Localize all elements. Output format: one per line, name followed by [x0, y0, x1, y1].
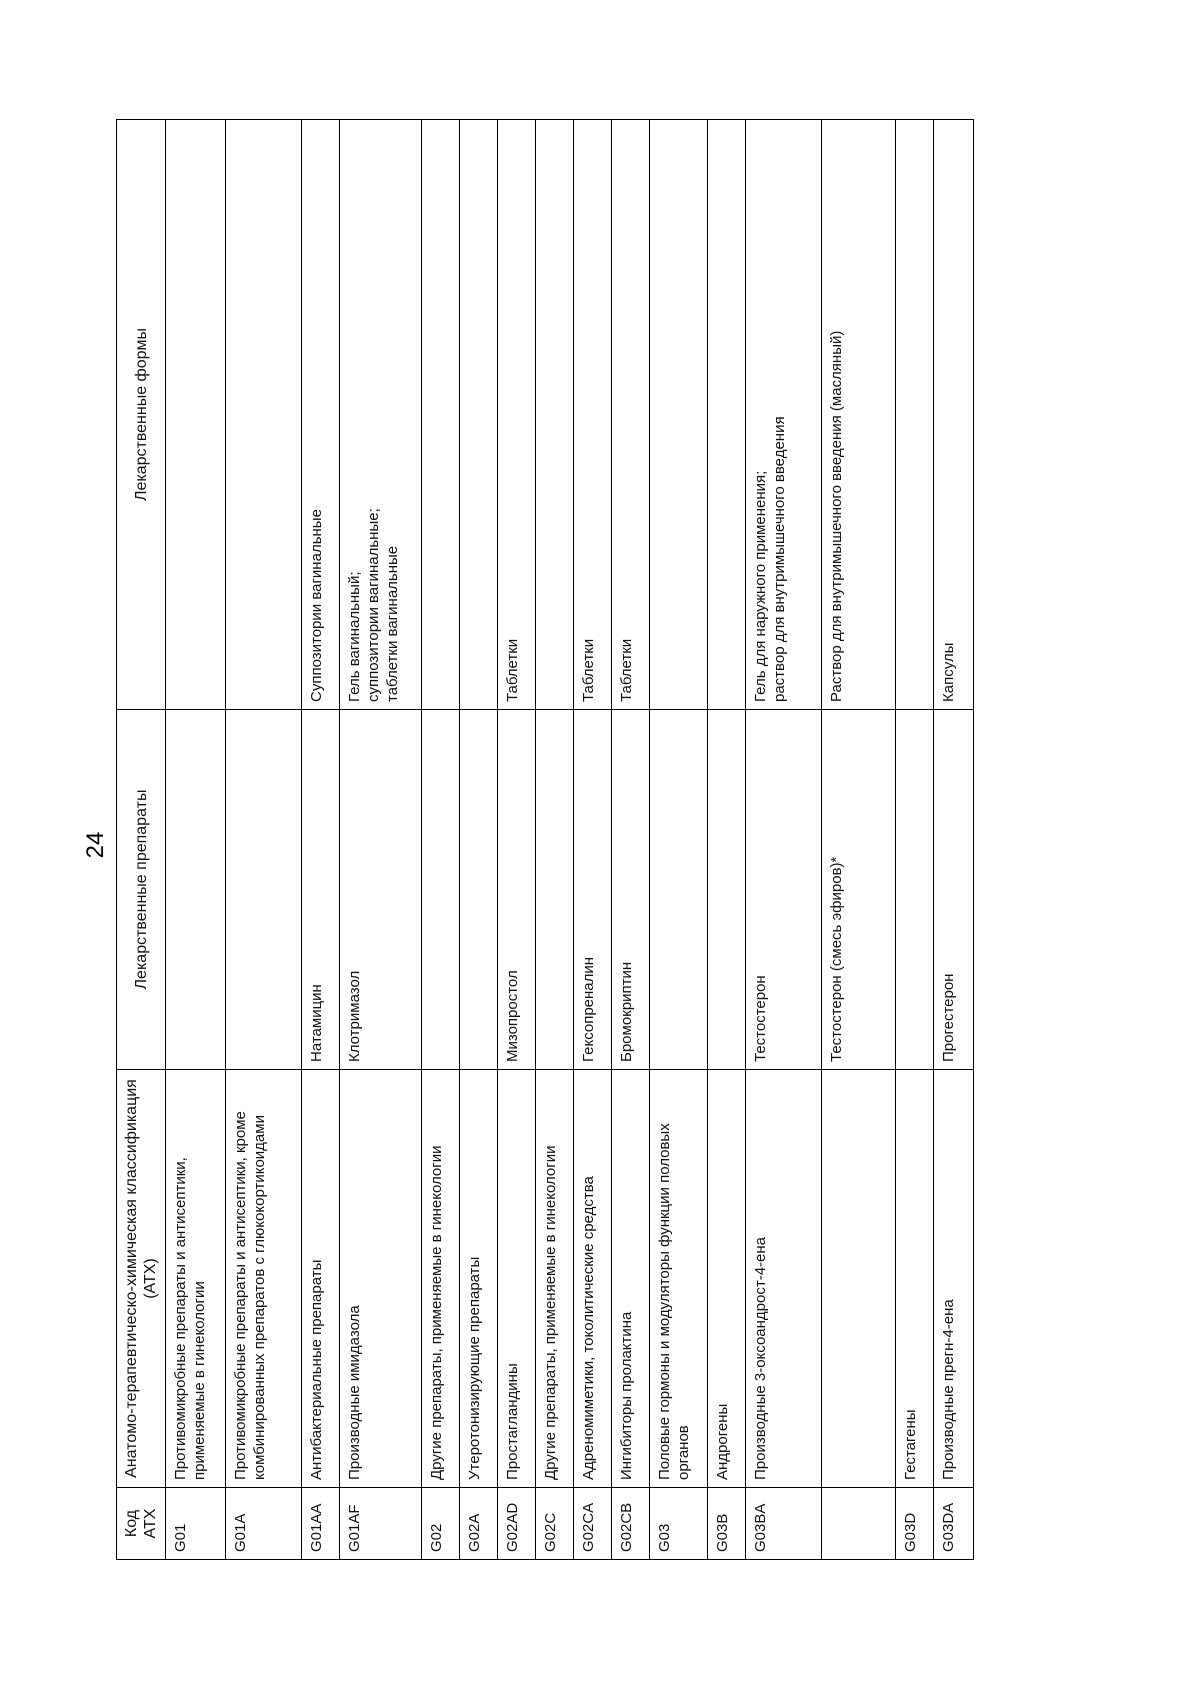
row-classification: Простагландины: [498, 1070, 536, 1488]
row-code: G01A: [226, 1488, 302, 1560]
table-row: [574, 120, 612, 1560]
row-classification: Другие препараты, применяемые в гинекологии: [536, 1070, 574, 1488]
row-code: G02C: [536, 1488, 574, 1560]
row-drug: [896, 710, 934, 1070]
table-row: [822, 120, 896, 1560]
form-line: Таблетки: [580, 638, 597, 702]
table-row: [536, 120, 574, 1560]
row-code: G03DA: [934, 1488, 974, 1560]
rotated-table-container: [116, 120, 1046, 1560]
row-classification: Производные 3-оксоандрост-4-ена: [746, 1070, 822, 1488]
form-line: Суппозитории вагинальные: [308, 509, 325, 702]
row-forms: [498, 120, 536, 710]
row-code: G02: [422, 1488, 460, 1560]
form-line: Гель для наружного применения;: [752, 470, 769, 702]
row-forms: [708, 120, 746, 710]
row-code: G02A: [460, 1488, 498, 1560]
table-row: [460, 120, 498, 1560]
row-drug: Бромокриптин: [612, 710, 650, 1070]
form-line: Таблетки: [618, 638, 635, 702]
row-classification: Половые гормоны и модуляторы функции половых органов: [650, 1070, 708, 1488]
row-drug: [226, 710, 302, 1070]
header-code: Код АТХ: [117, 1488, 166, 1560]
row-drug: Клотримазол: [340, 710, 422, 1070]
row-forms: [166, 120, 226, 710]
row-forms: [934, 120, 974, 710]
row-classification: Другие препараты, применяемые в гинекологии: [422, 1070, 460, 1488]
row-code: G01AA: [302, 1488, 340, 1560]
header-drugs: Лекарственные препараты: [117, 710, 166, 1070]
row-classification: Утеротонизирующие препараты: [460, 1070, 498, 1488]
row-drug: [166, 710, 226, 1070]
row-code: G01: [166, 1488, 226, 1560]
table-row: [934, 120, 974, 1560]
table-row: [612, 120, 650, 1560]
row-classification: Производные имидазола: [340, 1070, 422, 1488]
table-row: [166, 120, 226, 1560]
row-forms: [302, 120, 340, 710]
row-forms: [896, 120, 934, 710]
row-drug: [650, 710, 708, 1070]
header-forms: Лекарственные формы: [117, 120, 166, 710]
table-row: [226, 120, 302, 1560]
row-drug: Гексопреналин: [574, 710, 612, 1070]
row-forms: [822, 120, 896, 710]
form-line: суппозитории вагинальные;: [365, 508, 382, 702]
row-drug: Мизопростол: [498, 710, 536, 1070]
row-code: G03BA: [746, 1488, 822, 1560]
row-code: G03B: [708, 1488, 746, 1560]
row-forms: [612, 120, 650, 710]
table-row: [340, 120, 422, 1560]
row-code: [822, 1488, 896, 1560]
row-code: G02CB: [612, 1488, 650, 1560]
form-line: Таблетки: [504, 638, 521, 702]
row-classification: Антибактериальные препараты: [302, 1070, 340, 1488]
row-drug: Натамицин: [302, 710, 340, 1070]
row-classification: Производные прегн-4-ена: [934, 1070, 974, 1488]
row-classification: Противомикробные препараты и антисептики, применяемые в гинекологии: [166, 1070, 226, 1488]
row-forms: [460, 120, 498, 710]
form-line: Капсулы: [940, 642, 957, 702]
row-drug: Прогестерон: [934, 710, 974, 1070]
row-drug: [460, 710, 498, 1070]
row-forms: [746, 120, 822, 710]
table-row: [422, 120, 460, 1560]
row-drug: [536, 710, 574, 1070]
table-header-row: [117, 120, 166, 1560]
row-classification: Ингибиторы пролактина: [612, 1070, 650, 1488]
table-row: [896, 120, 934, 1560]
row-forms: [226, 120, 302, 710]
atc-table: [116, 119, 974, 1560]
row-forms: [650, 120, 708, 710]
row-forms: [574, 120, 612, 710]
row-code: G02AD: [498, 1488, 536, 1560]
form-line: таблетки вагинальные: [384, 545, 401, 702]
row-code: G03: [650, 1488, 708, 1560]
row-code: G01AF: [340, 1488, 422, 1560]
form-line: раствор для внутримышечного введения: [771, 416, 788, 702]
table-row: [746, 120, 822, 1560]
row-forms: [536, 120, 574, 710]
row-classification: Адреномиметики, токолитические средства: [574, 1070, 612, 1488]
row-classification: Противомикробные препараты и антисептики, кроме комбинированных препаратов с глюкокортикоидами: [226, 1070, 302, 1488]
table-row: [650, 120, 708, 1560]
form-line: Гель вагинальный;: [346, 571, 363, 702]
table-row: [302, 120, 340, 1560]
row-forms: [422, 120, 460, 710]
row-code: G02CA: [574, 1488, 612, 1560]
row-drug: Тестостерон: [746, 710, 822, 1070]
row-drug: [422, 710, 460, 1070]
row-classification: [822, 1070, 896, 1488]
table-row: [708, 120, 746, 1560]
header-classification: Анатомо-терапевтическо-химическая классификация (АТХ): [117, 1070, 166, 1488]
page-number: 24: [82, 831, 109, 859]
row-classification: Андрогены: [708, 1070, 746, 1488]
row-drug: [708, 710, 746, 1070]
form-line: Раствор для внутримышечного введения (масляный): [828, 330, 845, 702]
row-classification: Гестагены: [896, 1070, 934, 1488]
row-code: G03D: [896, 1488, 934, 1560]
row-drug: Тестостерон (смесь эфиров)*: [822, 710, 896, 1070]
row-forms: [340, 120, 422, 710]
table-row: [498, 120, 536, 1560]
